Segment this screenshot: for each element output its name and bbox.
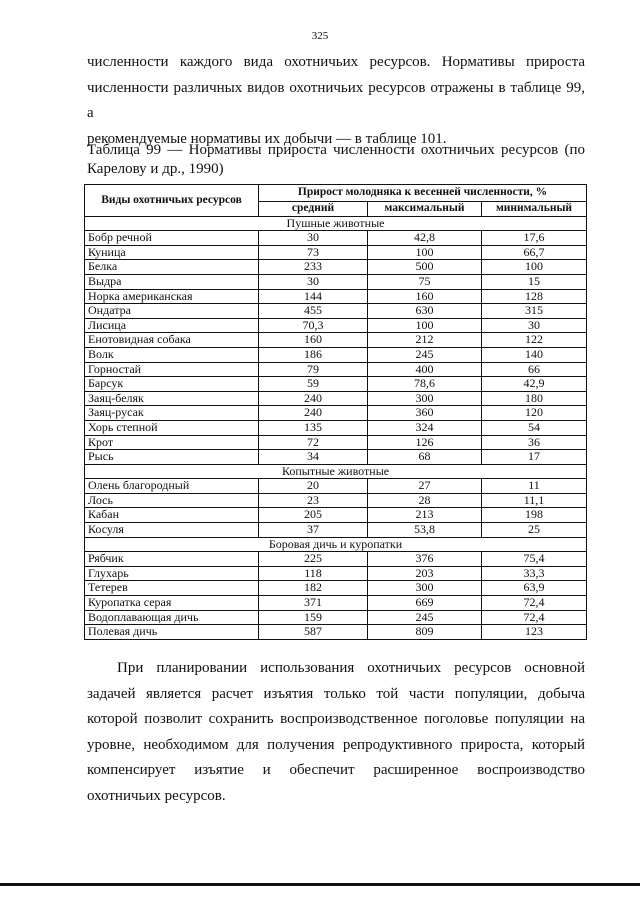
average-cell: 37 — [259, 523, 368, 538]
average-cell: 59 — [259, 377, 368, 392]
species-cell: Выдра — [85, 274, 259, 289]
table-row — [85, 391, 587, 406]
minimum-cell: 120 — [482, 406, 587, 421]
section-title: Пушные животные — [85, 216, 587, 231]
table-row — [85, 610, 587, 625]
species-cell: Косуля — [85, 523, 259, 538]
table-row — [85, 333, 587, 348]
minimum-cell: 180 — [482, 391, 587, 406]
maximum-cell: 400 — [368, 362, 482, 377]
species-cell: Лисица — [85, 318, 259, 333]
species-cell: Кабан — [85, 508, 259, 523]
maximum-cell: 212 — [368, 333, 482, 348]
species-cell: Бобр речной — [85, 231, 259, 246]
page-number: 325 — [311, 30, 329, 42]
average-cell: 30 — [259, 231, 368, 246]
minimum-cell: 17,6 — [482, 231, 587, 246]
species-cell: Рябчик — [85, 552, 259, 567]
table-row — [85, 318, 587, 333]
text-line: численности каждого вида охотничьих ресурсов. Нормативы прироста — [87, 54, 585, 70]
text-line: компенсирует изъятие и обеспечит расширенное воспроизводство — [87, 762, 585, 778]
species-cell: Волк — [85, 347, 259, 362]
species-column-header: Виды охотничьих ресурсов — [85, 185, 259, 217]
intro-paragraph — [87, 50, 585, 152]
species-cell: Заяц-русак — [85, 406, 259, 421]
average-cell: 79 — [259, 362, 368, 377]
table-row — [85, 420, 587, 435]
minimum-cell: 63,9 — [482, 581, 587, 596]
table-row — [85, 450, 587, 465]
species-cell: Полевая дичь — [85, 625, 259, 640]
minimum-cell: 11 — [482, 479, 587, 494]
minimum-cell: 30 — [482, 318, 587, 333]
table-row — [85, 596, 587, 611]
closing-paragraph — [87, 656, 585, 809]
maximum-cell: 27 — [368, 479, 482, 494]
table-row — [85, 347, 587, 362]
section-row — [85, 216, 587, 231]
maximum-cell: 213 — [368, 508, 482, 523]
species-cell: Заяц-беляк — [85, 391, 259, 406]
table-row — [85, 479, 587, 494]
maximum-cell: 126 — [368, 435, 482, 450]
table-row — [85, 435, 587, 450]
average-cell: 371 — [259, 596, 368, 611]
column-header-average: средний — [259, 202, 368, 217]
species-cell: Глухарь — [85, 566, 259, 581]
species-cell: Норка американская — [85, 289, 259, 304]
maximum-cell: 160 — [368, 289, 482, 304]
minimum-cell: 25 — [482, 523, 587, 538]
maximum-cell: 630 — [368, 304, 482, 319]
minimum-cell: 128 — [482, 289, 587, 304]
species-cell: Тетерев — [85, 581, 259, 596]
section-row — [85, 537, 587, 552]
maximum-cell: 28 — [368, 493, 482, 508]
table-row — [85, 362, 587, 377]
table-body — [85, 216, 587, 639]
species-cell: Олень благородный — [85, 479, 259, 494]
section-title: Копытные животные — [85, 464, 587, 479]
column-header-minimum: минимальный — [482, 202, 587, 217]
maximum-cell: 100 — [368, 318, 482, 333]
text-line: При планировании использования охотничьих ресурсов основной — [117, 660, 585, 676]
minimum-cell: 66,7 — [482, 245, 587, 260]
minimum-cell: 198 — [482, 508, 587, 523]
table-row — [85, 581, 587, 596]
minimum-cell: 17 — [482, 450, 587, 465]
maximum-cell: 245 — [368, 347, 482, 362]
average-cell: 225 — [259, 552, 368, 567]
species-cell: Енотовидная собака — [85, 333, 259, 348]
minimum-cell: 72,4 — [482, 596, 587, 611]
average-cell: 30 — [259, 274, 368, 289]
text-line: которой позволит сохранить воспроизводственное поголовье популяции на — [87, 711, 585, 727]
species-cell: Куропатка серая — [85, 596, 259, 611]
table-row — [85, 304, 587, 319]
maximum-cell: 300 — [368, 581, 482, 596]
species-cell: Рысь — [85, 450, 259, 465]
average-cell: 159 — [259, 610, 368, 625]
minimum-cell: 140 — [482, 347, 587, 362]
species-cell: Горностай — [85, 362, 259, 377]
text-line: рекомендуемые нормативы их добычи — в таблице 101. — [87, 130, 447, 147]
table-row — [85, 508, 587, 523]
maximum-cell: 376 — [368, 552, 482, 567]
average-cell: 160 — [259, 333, 368, 348]
maximum-cell: 669 — [368, 596, 482, 611]
minimum-cell: 122 — [482, 333, 587, 348]
maximum-cell: 300 — [368, 391, 482, 406]
text-line: охотничьих ресурсов. — [87, 787, 226, 804]
species-cell: Крот — [85, 435, 259, 450]
average-cell: 20 — [259, 479, 368, 494]
table-row — [85, 289, 587, 304]
average-cell: 455 — [259, 304, 368, 319]
caption-line: Таблица 99 — Нормативы прироста численности охотничьих ресурсов (по — [87, 142, 585, 158]
average-cell: 587 — [259, 625, 368, 640]
maximum-cell: 75 — [368, 274, 482, 289]
minimum-cell: 33,3 — [482, 566, 587, 581]
minimum-cell: 11,1 — [482, 493, 587, 508]
average-cell: 23 — [259, 493, 368, 508]
maximum-cell: 360 — [368, 406, 482, 421]
growth-group-header: Прирост молодняка к весенней численности, % — [259, 185, 587, 202]
maximum-cell: 245 — [368, 610, 482, 625]
caption-line: Карелову и др., 1990) — [87, 161, 224, 177]
maximum-cell: 42,8 — [368, 231, 482, 246]
text-line: задачей является расчет изъятия только той части популяции, добыча — [87, 685, 585, 702]
average-cell: 240 — [259, 406, 368, 421]
minimum-cell: 100 — [482, 260, 587, 275]
average-cell: 205 — [259, 508, 368, 523]
minimum-cell: 315 — [482, 304, 587, 319]
growth-norms-table — [84, 184, 587, 640]
average-cell: 144 — [259, 289, 368, 304]
table-row — [85, 231, 587, 246]
average-cell: 73 — [259, 245, 368, 260]
average-cell: 70,3 — [259, 318, 368, 333]
species-cell: Водоплавающая дичь — [85, 610, 259, 625]
table-row — [85, 566, 587, 581]
species-cell: Куница — [85, 245, 259, 260]
species-cell: Барсук — [85, 377, 259, 392]
average-cell: 233 — [259, 260, 368, 275]
maximum-cell: 100 — [368, 245, 482, 260]
average-cell: 135 — [259, 420, 368, 435]
table-caption — [87, 141, 585, 179]
column-header-maximum: максимальный — [368, 202, 482, 217]
minimum-cell: 123 — [482, 625, 587, 640]
minimum-cell: 72,4 — [482, 610, 587, 625]
table-row — [85, 625, 587, 640]
maximum-cell: 78,6 — [368, 377, 482, 392]
table-row — [85, 552, 587, 567]
average-cell: 186 — [259, 347, 368, 362]
minimum-cell: 36 — [482, 435, 587, 450]
table-row — [85, 260, 587, 275]
average-cell: 240 — [259, 391, 368, 406]
minimum-cell: 54 — [482, 420, 587, 435]
maximum-cell: 53,8 — [368, 523, 482, 538]
average-cell: 34 — [259, 450, 368, 465]
minimum-cell: 66 — [482, 362, 587, 377]
species-cell: Ондатра — [85, 304, 259, 319]
table-row — [85, 493, 587, 508]
species-cell: Белка — [85, 260, 259, 275]
minimum-cell: 15 — [482, 274, 587, 289]
text-line: уровне, необходимом для получения репродуктивного прироста, который — [87, 736, 585, 753]
species-cell: Хорь степной — [85, 420, 259, 435]
section-title: Боровая дичь и куропатки — [85, 537, 587, 552]
minimum-cell: 75,4 — [482, 552, 587, 567]
maximum-cell: 203 — [368, 566, 482, 581]
maximum-cell: 68 — [368, 450, 482, 465]
average-cell: 72 — [259, 435, 368, 450]
table-row — [85, 274, 587, 289]
table-row — [85, 377, 587, 392]
maximum-cell: 324 — [368, 420, 482, 435]
maximum-cell: 809 — [368, 625, 482, 640]
table-row — [85, 406, 587, 421]
table-row — [85, 523, 587, 538]
average-cell: 182 — [259, 581, 368, 596]
maximum-cell: 500 — [368, 260, 482, 275]
bottom-rule — [0, 883, 640, 886]
minimum-cell: 42,9 — [482, 377, 587, 392]
table-row — [85, 245, 587, 260]
average-cell: 118 — [259, 566, 368, 581]
species-cell: Лось — [85, 493, 259, 508]
text-line: численности различных видов охотничьих ресурсов отражены в таблице 99, а — [87, 79, 585, 121]
section-row — [85, 464, 587, 479]
